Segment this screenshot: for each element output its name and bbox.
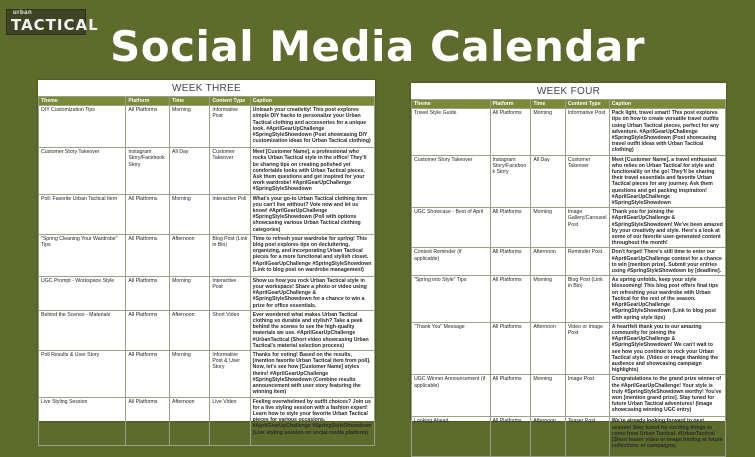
theme-cell: UGC Winner Announcement (if applicable) — [412, 375, 491, 417]
table-row — [412, 276, 726, 322]
caption-cell: Feeling overwhelmed by outfit choices? Join us for a live styling session with a fashion expert! Learn how to style your favorite Urban Tactical pieces for various occasions. #AprilGearUpChallenge #SpringStyleShowdown (Live styling session on social media platform) — [250, 397, 374, 445]
type-cell: Blog Post (Link in Bio) — [210, 234, 250, 276]
caption-cell: Show us how you rock Urban Tactical style in your workspace! Share a photo or video using #AprilGearUpChallenge & #SpringStyleShowdown for a chance to win a prize for office essentials. — [250, 276, 374, 310]
time-cell: Morning — [170, 276, 210, 310]
time-cell: Morning — [531, 109, 566, 155]
type-cell: Image Post — [565, 375, 609, 417]
caption-cell: Meet [Customer Name], a professional who rocks Urban Tactical style in the office! They'll be sharing tips on creating polished yet comfortable looks with Urban Tactical pieces. Ask them questions and get inspired for your work wardrobe! #AprilGearUpChallenge #SpringStyleShowdown — [250, 148, 374, 194]
type-cell: Live Video — [210, 397, 250, 445]
caption-cell: Thanks for voting! Based on the results, [mention favorite Urban Tactical item from poll]. Now, let's see how [Customer Name] styles theirs! #AprilGearUpChallenge #SpringStyleShowdown (Combine results announcement with user story featuring the winning item) — [250, 351, 374, 397]
table-row — [39, 351, 375, 397]
col-header-caption: Caption — [250, 97, 374, 106]
platform-cell: All Platforms — [490, 208, 531, 248]
time-cell: Morning — [531, 208, 566, 248]
theme-cell: "Spring into Style" Tips — [412, 276, 491, 322]
time-cell: Afternoon — [531, 248, 566, 276]
time-cell: Afternoon — [170, 397, 210, 445]
type-cell: Teaser Post — [565, 417, 609, 457]
platform-cell: All Platforms — [490, 417, 531, 457]
col-header-content-type: Content Type — [565, 100, 609, 109]
table-row — [412, 155, 726, 208]
caption-cell: Congratulations to the grand prize winner of the #AprilGearUpChallenge! Your style is truly #SpringStyleShowdown worthy! You've won [mention grand prize]. Stay tuned for future Urban Tactical adventures! (Image showcasing winning UGC entry) — [609, 375, 725, 417]
type-cell: Customer Takeover — [565, 155, 609, 208]
platform-cell: Instagram Story/Facebook Story — [490, 155, 531, 208]
caption-cell: Time to refresh your wardrobe for spring! This blog post explores tips on decluttering, organizing, and incorporating Urban Tactical pieces for a more functional and stylish closet. #AprilGearUpChallenge #SpringStyleShowdown (Link to blog post on wardrobe management) — [250, 234, 374, 276]
caption-cell: Unleash your creativity! This post explores simple DIY hacks to personalize your Urban Tactical clothing and accessories for a unique look. #AprilGearUpChallenge #SpringStyleShowdown (Post showcasing DIY customization ideas for Urban Tactical clothing) — [250, 106, 374, 148]
theme-cell: UGC Showcase - Best of April — [412, 208, 491, 248]
table-row — [412, 417, 726, 457]
time-cell: Afternoon — [531, 322, 566, 375]
time-cell: All Day — [531, 155, 566, 208]
time-cell: Afternoon — [170, 310, 210, 350]
theme-cell: UGC Prompt - Workspace Style — [39, 276, 126, 310]
table-row — [39, 276, 375, 310]
type-cell: Informative Post — [210, 106, 250, 148]
col-header-content-type: Content Type — [210, 97, 250, 106]
platform-cell: All Platforms — [126, 234, 170, 276]
theme-cell: "Spring Cleaning Your Wardrobe" Tips — [39, 234, 126, 276]
page-title: Social Media Calendar — [109, 22, 646, 71]
type-cell: Interactive Post — [210, 276, 250, 310]
type-cell: Short Video — [210, 310, 250, 350]
table-row — [39, 106, 375, 148]
platform-cell: All Platforms — [490, 276, 531, 322]
week-four-label: WEEK FOUR — [536, 86, 601, 97]
col-header-caption: Caption — [609, 100, 725, 109]
theme-cell: Poll Results & User Story — [39, 351, 126, 397]
type-cell: Blog Post (Link in Bio) — [565, 276, 609, 322]
platform-cell: All Platforms — [126, 397, 170, 445]
platform-cell: All Platforms — [126, 194, 170, 234]
table-row — [39, 397, 375, 445]
table-row — [412, 322, 726, 375]
platform-cell: All Platforms — [490, 248, 531, 276]
time-cell: Afternoon — [170, 234, 210, 276]
table-row — [412, 208, 726, 248]
caption-cell: Ever wondered what makes Urban Tactical clothing so durable and stylish? Take a peek behind the scenes to see the high-quality materials we use. #AprilGearUpChallenge #UrbanTactical (Short video showcasing Urban Tactical's material selection process) — [250, 310, 374, 350]
type-cell: Informative Post — [565, 109, 609, 155]
type-cell: Informative Post & User Story — [210, 351, 250, 397]
col-header-platform: Platform — [490, 100, 531, 109]
week-three-label: WEEK THREE — [172, 83, 241, 94]
table-row — [412, 375, 726, 417]
week-four-table — [411, 99, 726, 457]
table-row — [39, 310, 375, 350]
platform-cell: All Platforms — [126, 106, 170, 148]
col-header-platform: Platform — [126, 97, 170, 106]
time-cell: Morning — [531, 375, 566, 417]
theme-cell: Contest Reminder (if applicable) — [412, 248, 491, 276]
platform-cell: All Platforms — [126, 351, 170, 397]
type-cell: Image Gallery/Carousel Post — [565, 208, 609, 248]
platform-cell: All Platforms — [126, 276, 170, 310]
col-header-time: Time — [531, 100, 566, 109]
table-row — [412, 109, 726, 155]
type-cell: Video or Image Post — [565, 322, 609, 375]
type-cell: Interactive Poll — [210, 194, 250, 234]
week-three-page — [38, 80, 375, 436]
caption-cell: Thank you for joining the #AprilGearUpChallenge & #SpringStyleShowdown! We've been amazed by your creativity and style. Here's a look at some of our favorite user-generated content throughout the month! — [609, 208, 725, 248]
logo-sub-text: urban — [13, 10, 33, 16]
caption-cell: What's your go-to Urban Tactical clothing item you can't live without? Vote now and let us know! #AprilGearUpChallenge #SpringStyleShowdown (Poll with options showcasing various Urban Tactical clothing categories) — [250, 194, 374, 234]
theme-cell: Live Styling Session — [39, 397, 126, 445]
table-row — [39, 194, 375, 234]
table-header-row — [39, 97, 375, 106]
time-cell: Morning — [531, 276, 566, 322]
platform-cell: All Platforms — [490, 322, 531, 375]
theme-cell: "Thank You" Message — [412, 322, 491, 375]
type-cell: Reminder Post — [565, 248, 609, 276]
theme-cell: Customer Story Takeover — [412, 155, 491, 208]
time-cell: Morning — [170, 106, 210, 148]
logo-main-text: TACTICAL — [11, 16, 99, 34]
col-header-time: Time — [170, 97, 210, 106]
platform-cell: All Platforms — [490, 109, 531, 155]
caption-cell: Pack light, travel smart! This post explores tips on how to create versatile travel outfits using Urban Tactical pieces, perfect for any adventure. #AprilGearUpChallenge #SpringStyleShowdown (Post showcasing travel outfit ideas with Urban Tactical clothing) — [609, 109, 725, 155]
time-cell: Afternoon — [531, 417, 566, 457]
theme-cell: Travel Style Guide — [412, 109, 491, 155]
table-row — [39, 148, 375, 194]
platform-cell: Instagram Story/Facebook Story — [126, 148, 170, 194]
table-row — [39, 234, 375, 276]
caption-cell: As spring unfolds, keep your style blossoming! This blog post offers final tips on refreshing your wardrobe with Urban Tactical for the rest of the season. #AprilGearUpChallenge #SpringStyleShowdown (Link to blog post with spring style tips) — [609, 276, 725, 322]
week-four-page — [411, 83, 726, 450]
platform-cell: All Platforms — [490, 375, 531, 417]
week-three-table — [38, 96, 375, 446]
caption-cell: Meet [Customer Name], a travel enthusiast who relies on Urban Tactical for style and functionality on the go! They'll be sharing their travel essentials and favorite Urban Tactical pieces for any journey. Ask them questions and get packing inspiration! #AprilGearUpChallenge #SpringStyleShowdown — [609, 155, 725, 208]
theme-cell: Looking Ahead — [412, 417, 491, 457]
theme-cell: DIY Customization Tips — [39, 106, 126, 148]
theme-cell: Behind the Scenes - Materials — [39, 310, 126, 350]
theme-cell: Customer Story Takeover — [39, 148, 126, 194]
theme-cell: Poll: Favorite Urban Tactical Item — [39, 194, 126, 234]
table-header-row — [412, 100, 726, 109]
caption-cell: A heartfelt thank you to our amazing community for joining the #AprilGearUpChallenge & #SpringStyleShowdown! We can't wait to see how you continue to rock your Urban Tactical style. (Video or image thanking the audience and showcasing campaign highlights) — [609, 322, 725, 375]
col-header-theme: Theme — [39, 97, 126, 106]
type-cell: Customer Takeover — [210, 148, 250, 194]
platform-cell: All Platforms — [126, 310, 170, 350]
time-cell: Morning — [170, 351, 210, 397]
col-header-theme: Theme — [412, 100, 491, 109]
caption-cell: We're already looking forward to next season! Stay tuned for exciting things to come from Urban Tactical. #UrbanTactical (Short teaser video or image hinting at future collections or campaigns) — [609, 417, 725, 457]
time-cell: Morning — [170, 194, 210, 234]
caption-cell: Don't forget! There's still time to enter our #AprilGearUpChallenge contest for a chance to win [mention prize]. Submit your entries using #SpringStyleShowdown by [deadline]. — [609, 248, 725, 276]
time-cell: All Day — [170, 148, 210, 194]
table-row — [412, 248, 726, 276]
